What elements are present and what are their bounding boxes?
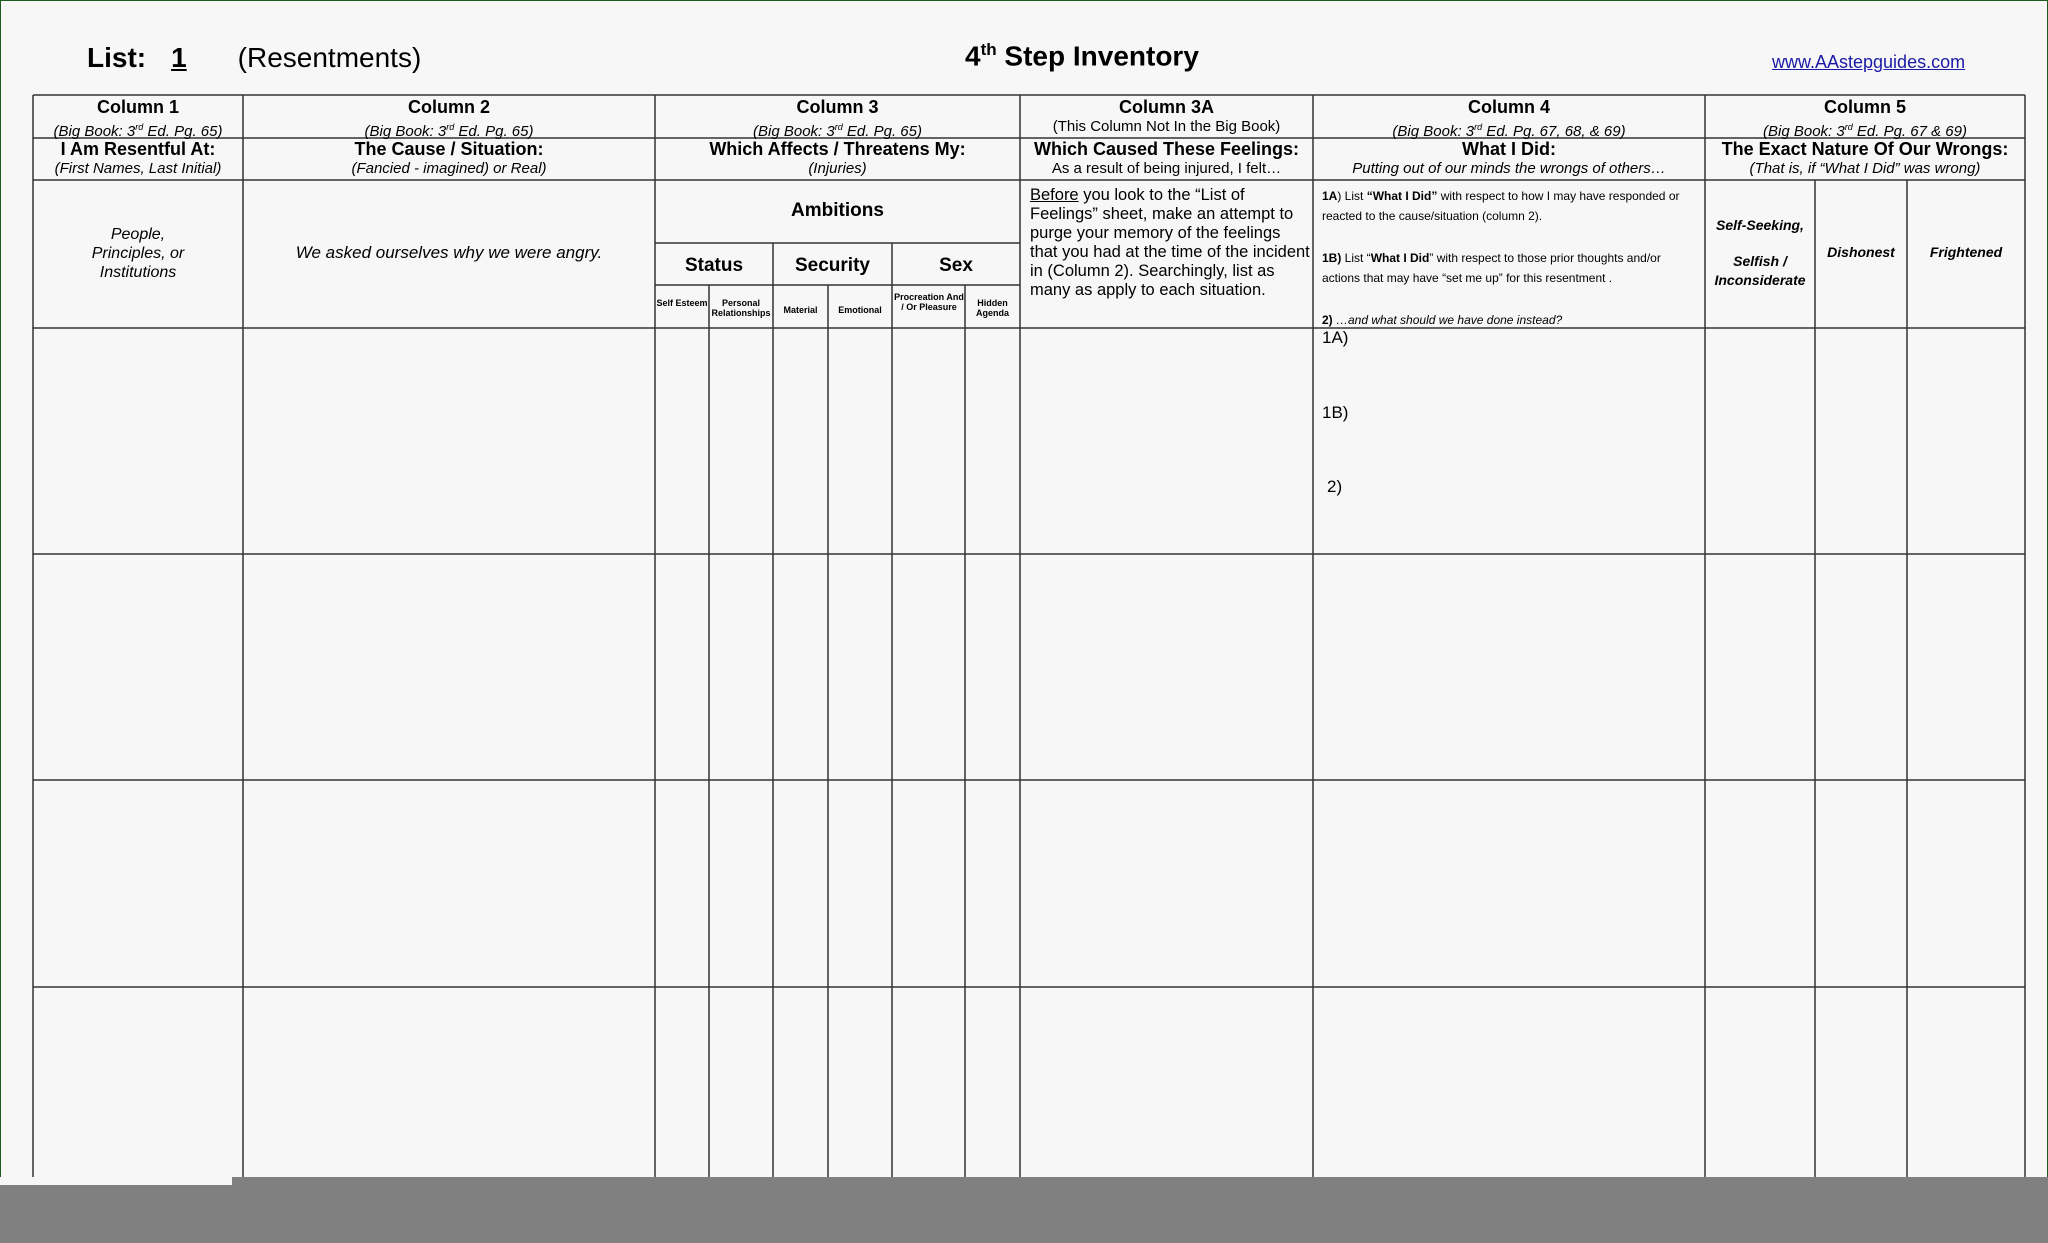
- list-number[interactable]: 1: [171, 42, 187, 73]
- column2-ref: (Big Book: 3rd Ed. Pg. 65): [364, 122, 534, 140]
- column4-item-1b: 1B) List “What I Did” with respect to those prior thoughts and/or actions that may have “set me up” for this resentment .: [1322, 251, 1661, 285]
- column4-ref: (Big Book: 3rd Ed. Pg. 67, 68, & 69): [1392, 122, 1626, 140]
- column2-description: We asked ourselves why we were angry.: [295, 243, 603, 262]
- column3a-title: Column 3A (This Column Not In the Big Book): [1020, 97, 1313, 136]
- column4-title: Column 4 (Big Book: 3rd Ed. Pg. 67, 68, & 69): [1313, 97, 1705, 141]
- status-label: Status: [684, 255, 744, 276]
- column1-heading: I Am Resentful At: (First Names, Last Initial): [54, 139, 222, 177]
- column3-heading: Which Affects / Threatens My: (Injuries): [709, 139, 966, 177]
- column2-title: Column 2 (Big Book: 3rd Ed. Pg. 65): [243, 97, 655, 141]
- self-esteem-label: Self Esteem: [656, 298, 708, 308]
- self-seeking-label: Self-Seeking, Selfish / Inconsiderate: [1714, 217, 1806, 288]
- column3a-description: Before you look to the “List of Feelings” sheet, make an attempt to purge your memory of the feelings that you had at the time of the incident in (Column 2). Searchingly, list as many as apply to each situation.: [1030, 186, 1310, 299]
- website-link[interactable]: www.AAstepguides.com: [1772, 52, 1966, 72]
- column4-item-2: 2) …and what should we have done instead?: [1322, 313, 1563, 327]
- security-label: Security: [795, 255, 870, 276]
- personal-relationships-label: Personal Relationships: [711, 298, 771, 318]
- procreation-label: Procreation And / Or Pleasure: [894, 292, 964, 312]
- page-title: 4th Step Inventory: [965, 40, 1199, 72]
- column4-description: [1322, 186, 1702, 330]
- column4-heading: What I Did: Putting out of our minds the wrongs of others…: [1352, 139, 1666, 177]
- column4-item-1a: 1A) List “What I Did” with respect to how I may have responded or reacted to the cause/situation (column 2).: [1322, 189, 1680, 223]
- row1-1b-label: 1B): [1322, 403, 1349, 422]
- column5-title: Column 5 (Big Book: 3rd Ed. Pg. 67 & 69): [1705, 97, 2025, 141]
- list-type: (Resentments): [237, 42, 422, 73]
- bottom-bar: [0, 1177, 2048, 1243]
- column5-heading: The Exact Nature Of Our Wrongs: (That is, if “What I Did” was wrong): [1721, 139, 2009, 177]
- column2-heading: The Cause / Situation: (Fancied - imagined) or Real): [351, 139, 547, 177]
- hidden-agenda-label: Hidden Agenda: [975, 298, 1009, 318]
- column3-title: Column 3 (Big Book: 3rd Ed. Pg. 65): [655, 97, 1020, 141]
- dishonest-label: Dishonest: [1827, 244, 1895, 260]
- frightened-label: Frightened: [1929, 244, 2003, 260]
- column1-description: People, Principles, or Institutions: [91, 226, 185, 281]
- row1-2-label: 2): [1327, 477, 1343, 496]
- column3a-ref: (This Column Not In the Big Book): [1052, 118, 1281, 135]
- column1-ref: (Big Book: 3rd Ed. Pg. 65): [53, 122, 223, 140]
- bottom-notch: [0, 1177, 232, 1185]
- column3-ref: (Big Book: 3rd Ed. Pg. 65): [753, 122, 922, 140]
- sex-label: Sex: [939, 255, 973, 276]
- emotional-label: Emotional: [838, 305, 882, 315]
- column3a-heading: Which Caused These Feelings: As a result of being injured, I felt…: [1033, 139, 1300, 177]
- list-label: List:: [87, 42, 147, 73]
- row1-1a-label: 1A): [1322, 328, 1349, 347]
- ambitions-label: Ambitions: [791, 200, 884, 221]
- material-label: Material: [783, 305, 818, 315]
- column5-ref: (Big Book: 3rd Ed. Pg. 67 & 69): [1763, 122, 1967, 140]
- column1-title: Column 1 (Big Book: 3rd Ed. Pg. 65): [33, 97, 243, 141]
